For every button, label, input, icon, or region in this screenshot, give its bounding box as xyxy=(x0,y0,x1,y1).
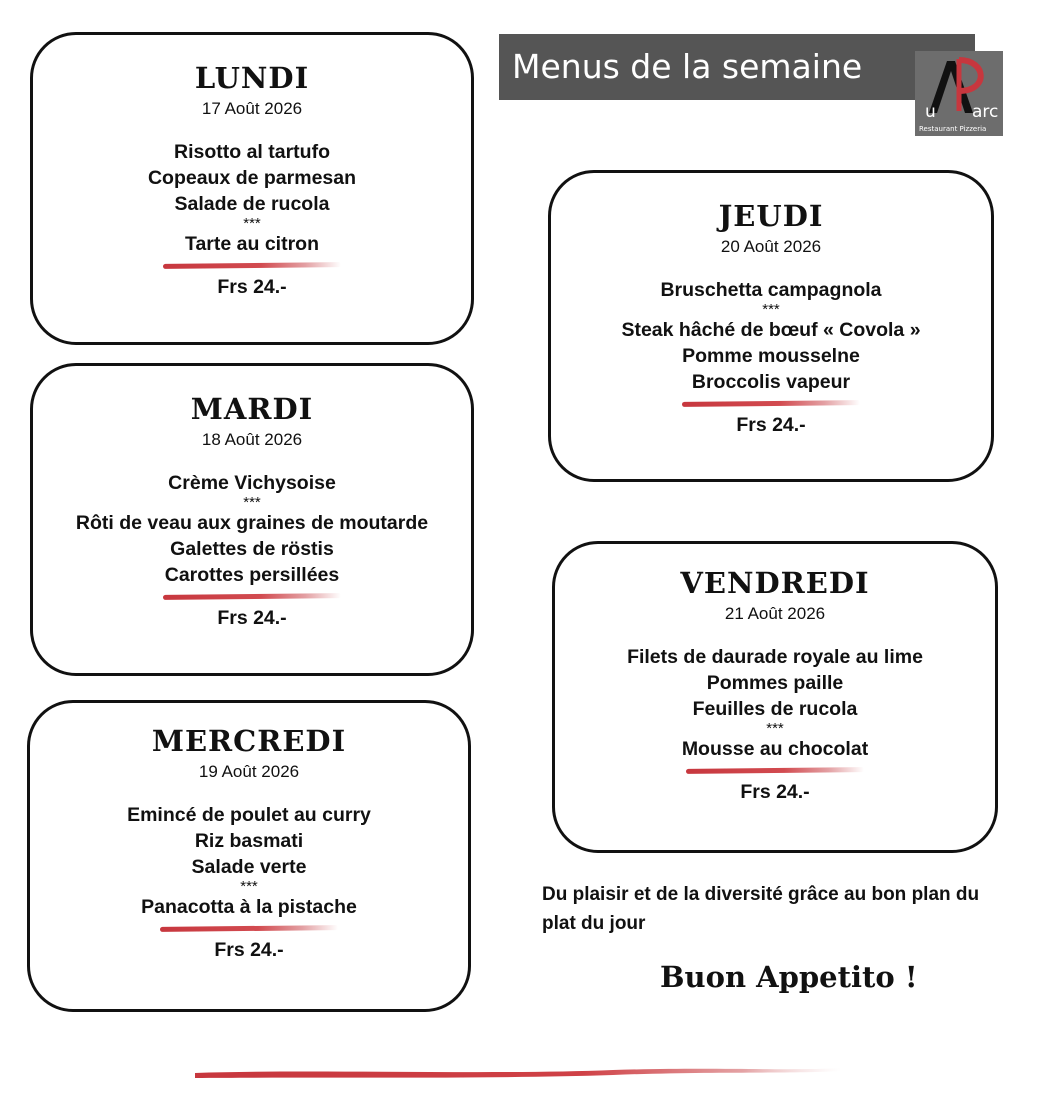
dish: Galettes de röstis xyxy=(170,538,334,560)
dish: Feuilles de rucola xyxy=(692,698,858,720)
red-brush-stroke xyxy=(160,925,338,932)
svg-text:u: u xyxy=(925,102,936,122)
tagline: Du plaisir et de la diversité grâce au bon plan du plat du jour xyxy=(542,884,980,934)
price: Frs 24.- xyxy=(217,607,287,629)
restaurant-logo xyxy=(915,51,1003,136)
red-brush-stroke xyxy=(163,593,341,600)
bottom-brush-stroke xyxy=(193,1065,843,1079)
day-name: VENDREDI xyxy=(680,566,870,600)
price: Frs 24.- xyxy=(214,939,284,961)
day-name: LUNDI xyxy=(194,61,310,95)
course-separator: *** xyxy=(766,720,784,737)
dish: Pomme mousselne xyxy=(682,345,860,367)
dish: Risotto al tartufo xyxy=(174,141,330,163)
day-name: MARDI xyxy=(190,392,314,426)
dish: Emincé de poulet au curry xyxy=(127,804,371,826)
dish: Carottes persillées xyxy=(164,564,340,586)
price: Frs 24.- xyxy=(736,414,806,436)
dish: Riz basmati xyxy=(194,830,304,852)
dessert: Mousse au chocolat xyxy=(681,738,869,760)
dish: Bruschetta campagnola xyxy=(660,279,882,301)
dish: Crème Vichysoise xyxy=(168,472,336,494)
day-name: JEUDI xyxy=(718,199,824,233)
red-brush-stroke xyxy=(682,400,860,407)
closing-greeting: Buon Appetito ! xyxy=(660,960,918,994)
menu-card-mardi xyxy=(30,363,474,676)
red-brush-stroke xyxy=(163,262,341,269)
day-date: 20 Août 2026 xyxy=(720,237,822,256)
course-separator: *** xyxy=(762,301,780,318)
course-separator: *** xyxy=(240,878,258,895)
page-title: Menus de la semaine xyxy=(499,34,975,100)
day-date: 19 Août 2026 xyxy=(198,762,300,781)
svg-text:arc: arc xyxy=(972,102,999,122)
dish: Pommes paille xyxy=(706,672,844,694)
price: Frs 24.- xyxy=(740,781,810,803)
day-date: 21 Août 2026 xyxy=(724,604,826,623)
dish: Filets de daurade royale au lime xyxy=(627,646,923,668)
dish: Copeaux de parmesan xyxy=(147,167,357,189)
dish: Salade de rucola xyxy=(174,193,330,215)
dish: Broccolis vapeur xyxy=(691,371,851,393)
svg-text:Restaurant Pizzeria: Restaurant Pizzeria xyxy=(919,125,987,133)
menu-card-mercredi xyxy=(27,700,471,1012)
price: Frs 24.- xyxy=(217,276,287,298)
dessert: Panacotta à la pistache xyxy=(141,896,357,918)
menu-card-jeudi xyxy=(548,170,994,482)
dish: Steak hâché de bœuf « Covola » xyxy=(621,319,921,341)
day-date: 18 Août 2026 xyxy=(201,430,303,449)
dish: Rôti de veau aux graines de moutarde xyxy=(75,512,429,534)
menu-card-vendredi xyxy=(552,541,998,853)
dish: Salade verte xyxy=(191,856,307,878)
day-date: 17 Août 2026 xyxy=(201,99,303,118)
course-separator: *** xyxy=(243,494,261,511)
red-brush-stroke xyxy=(686,767,864,774)
course-separator: *** xyxy=(243,215,261,232)
menu-card-lundi xyxy=(30,32,474,345)
dessert: Tarte au citron xyxy=(185,233,319,255)
day-name: MERCREDI xyxy=(151,724,347,758)
